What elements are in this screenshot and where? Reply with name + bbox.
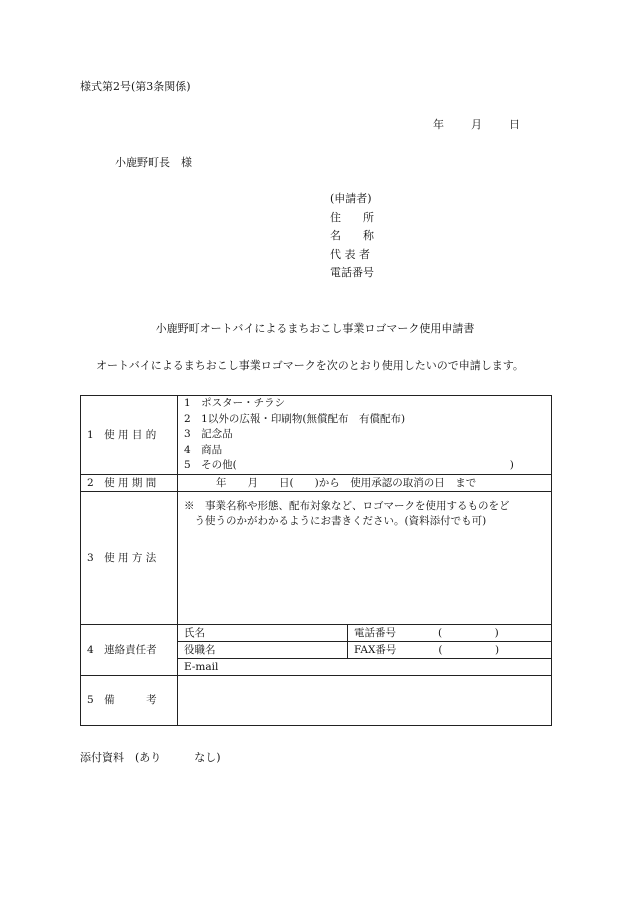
method-row — [81, 491, 552, 624]
method-label: 3 使 用 方 法 — [81, 491, 178, 624]
intro-text: オートバイによるまちおこし事業ロゴマークを次のとおり使用したいので申請します。 — [96, 359, 524, 372]
period-label: 2 使 用 期 間 — [81, 474, 178, 491]
date-year: 年 — [433, 118, 444, 131]
remarks-row — [81, 675, 552, 725]
applicant-name-label: 名 称 — [330, 229, 374, 242]
form-number: 様式第2号(第3条関係) — [80, 80, 191, 93]
date-line — [433, 118, 520, 132]
contact-fax-field[interactable]: FAX番号 ( ) — [348, 641, 552, 658]
purpose-option: 2 1以外の広報・印刷物(無償配布 有償配布) — [184, 412, 406, 425]
purpose-option: 5 その他( ) — [184, 459, 514, 471]
applicant-representative-label: 代 表 者 — [330, 247, 370, 261]
applicant-address-label: 住 所 — [330, 210, 374, 224]
purpose-option: 3 記念品 — [184, 428, 233, 440]
method-note-line: う使うのかがわかるようにお書きください。(資料添付でも可) — [184, 514, 487, 527]
contact-email-field[interactable]: E-mail — [178, 658, 552, 675]
contact-position-field[interactable]: 役職名 — [178, 641, 348, 658]
purpose-option: 4 商品 — [184, 443, 223, 456]
contact-label: 4 連絡責任者 — [81, 624, 178, 675]
applicant-phone-label: 電話番号 — [330, 266, 374, 279]
contact-name-field[interactable]: 氏名 — [178, 624, 348, 641]
remarks-label: 5 備 考 — [81, 675, 178, 725]
applicant-block — [330, 192, 374, 285]
purpose-options[interactable] — [178, 396, 552, 475]
remarks-field[interactable] — [178, 675, 552, 725]
addressee: 小鹿野町長 様 — [115, 156, 192, 169]
application-table — [80, 395, 552, 726]
purpose-row — [81, 396, 552, 475]
method-field[interactable] — [178, 491, 552, 624]
purpose-label: 1 使 用 目 的 — [81, 396, 178, 475]
period-row — [81, 474, 552, 491]
purpose-option: 1 ポスター・チラシ — [184, 397, 286, 409]
applicant-header: (申請者) — [330, 192, 372, 205]
contact-row-1 — [81, 624, 552, 641]
date-month: 月 — [471, 118, 482, 131]
contact-phone-field[interactable]: 電話番号 ( ) — [348, 624, 552, 641]
period-field[interactable]: 年 月 日( )から 使用承認の取消の日 まで — [178, 474, 552, 491]
attachments-line: 添付資料 (あり なし) — [80, 751, 221, 764]
method-note-line: ※ 事業名称や形態、配布対象など、ロゴマークを使用するものをど — [184, 499, 510, 512]
date-day: 日 — [509, 118, 520, 131]
document-title: 小鹿野町オートバイによるまちおこし事業ロゴマーク使用申請書 — [155, 322, 475, 335]
